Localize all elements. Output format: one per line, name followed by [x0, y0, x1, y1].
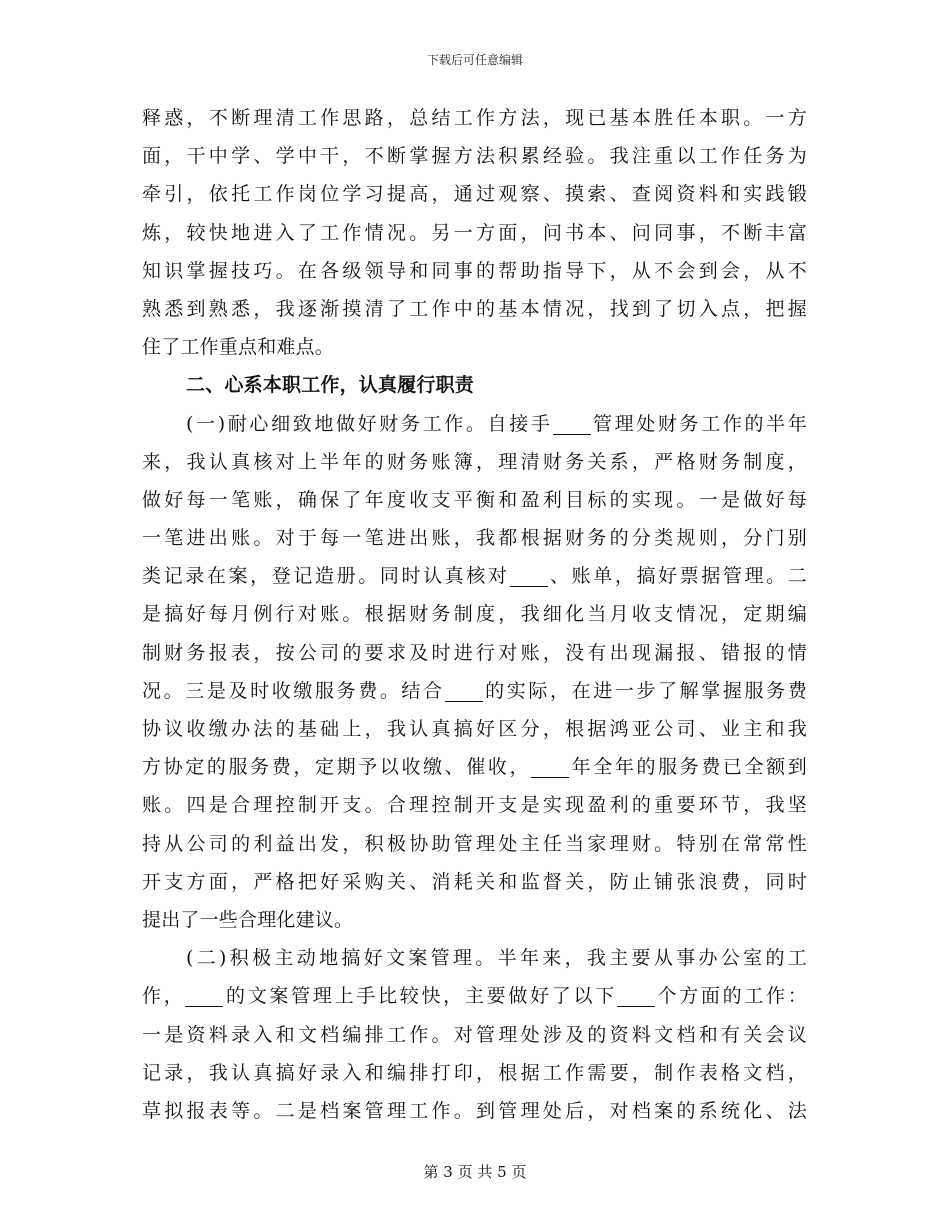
text-line	[142, 786, 807, 824]
text-line	[142, 825, 807, 863]
text-line	[142, 748, 807, 786]
text-line	[142, 405, 807, 443]
text-line	[142, 137, 807, 175]
text-line	[142, 1092, 807, 1130]
text-segment: 制财务报表，按公司的要求及时进行对账，没有出现漏报、错报的情	[142, 641, 807, 664]
text-line	[142, 519, 807, 557]
text-segment: 是搞好每月例行对账。根据财务制度，我细化当月收支情况，定期编	[142, 603, 807, 626]
text-segment: 的实际，在进一步了解掌握服务费	[482, 679, 807, 702]
text-line	[142, 99, 807, 137]
text-line	[142, 1016, 807, 1054]
text-line	[142, 557, 807, 595]
text-segment: 炼，较快地进入了工作情况。另一方面，问书本、问同事，不断丰富	[142, 221, 807, 244]
text-line	[142, 710, 807, 748]
text-segment: 做好每一笔账，确保了年度收支平衡和盈利目标的实现。一是做好每	[142, 488, 807, 511]
text-segment: 、账单，搞好票据管理。二	[547, 565, 807, 588]
text-line	[142, 939, 807, 977]
text-segment: 提出了一些合理化建议。	[142, 908, 354, 931]
page-number-footer: 第 3 页 共 5 页	[423, 1163, 527, 1181]
text-segment: 二、心系本职工作，认真履行职责	[186, 374, 475, 397]
text-line	[142, 175, 807, 213]
text-line	[142, 290, 807, 328]
text-segment: 账。四是合理控制开支。合理控制开支是实现盈利的重要环节，我坚	[142, 794, 807, 817]
text-segment: 熟悉到熟悉，我逐渐摸清了工作中的基本情况，找到了切入点，把握	[142, 297, 807, 320]
text-segment: 住了工作重点和难点。	[142, 336, 335, 359]
text-segment: 记录，我认真搞好录入和编排打印，根据工作需要，制作表格文档，	[142, 1061, 807, 1084]
text-segment: (二)积极主动地搞好文案管理。半年来，我主要从事办公室的工	[186, 947, 807, 970]
section-heading	[142, 366, 807, 404]
text-line	[142, 595, 807, 633]
text-segment: 管理处财务工作的半年	[590, 412, 807, 435]
text-line	[142, 443, 807, 481]
text-segment: 开支方面，严格把好采购关、消耗关和监督关，防止铺张浪费，同时	[142, 870, 807, 893]
text-segment: 草拟报表等。二是档案管理工作。到管理处后，对档案的系统化、法	[142, 1099, 807, 1122]
text-segment: 来，我认真核对上半年的财务账簿，理清财务关系，严格财务制度，	[142, 450, 807, 473]
text-segment: 方协定的服务费，定期予以收缴、催收，	[142, 756, 532, 779]
blank-fill-line	[531, 755, 569, 778]
text-segment: 一是资料录入和文档编排工作。对管理处涉及的资料文档和有关会议	[142, 1023, 807, 1046]
blank-fill-line	[510, 564, 548, 587]
text-line	[142, 214, 807, 252]
text-line	[142, 901, 807, 939]
text-segment: 个方面的工作：	[654, 985, 807, 1008]
text-line	[142, 672, 807, 710]
text-line	[142, 977, 807, 1015]
text-line	[142, 328, 807, 366]
text-line	[142, 252, 807, 290]
text-segment: 的文案管理上手比较快，主要做好了以下	[223, 985, 617, 1008]
text-segment: 释惑，不断理清工作思路，总结工作方法，现已基本胜任本职。一方	[142, 107, 807, 129]
text-segment: 牵引，依托工作岗位学习提高，通过观察、摸索、查阅资料和实践锻	[142, 183, 807, 206]
text-line	[142, 634, 807, 672]
text-segment: 类记录在案，登记造册。同时认真核对	[142, 565, 510, 588]
text-segment: 协议收缴办法的基础上，我认真搞好区分，根据鸿亚公司、业主和我	[142, 718, 807, 740]
blank-fill-line	[185, 984, 223, 1007]
text-segment: 年全年的服务费已全额到	[569, 756, 807, 779]
text-segment: 一笔进出账。对于每一笔进出账，我都根据财务的分类规则，分门别	[142, 527, 807, 550]
text-segment: 况。三是及时收缴服务费。结合	[142, 679, 445, 702]
document-body	[142, 99, 807, 1130]
blank-fill-line	[553, 412, 591, 435]
text-segment: 知识掌握技巧。在各级领导和同事的帮助指导下，从不会到会，从不	[142, 259, 807, 282]
page-header: 下载后可任意编辑	[426, 53, 523, 67]
text-segment: (一)耐心细致地做好财务工作。自接手	[186, 412, 553, 435]
text-segment: 面，干中学、学中干，不断掌握方法积累经验。我注重以工作任务为	[142, 145, 807, 168]
text-line	[142, 1054, 807, 1092]
blank-fill-line	[617, 984, 655, 1007]
blank-fill-line	[445, 679, 483, 702]
text-segment: 持从公司的利益出发，积极协助管理处主任当家理财。特别在常常性	[142, 832, 807, 855]
text-segment: 作，	[142, 985, 186, 1008]
text-line	[142, 863, 807, 901]
text-line	[142, 481, 807, 519]
